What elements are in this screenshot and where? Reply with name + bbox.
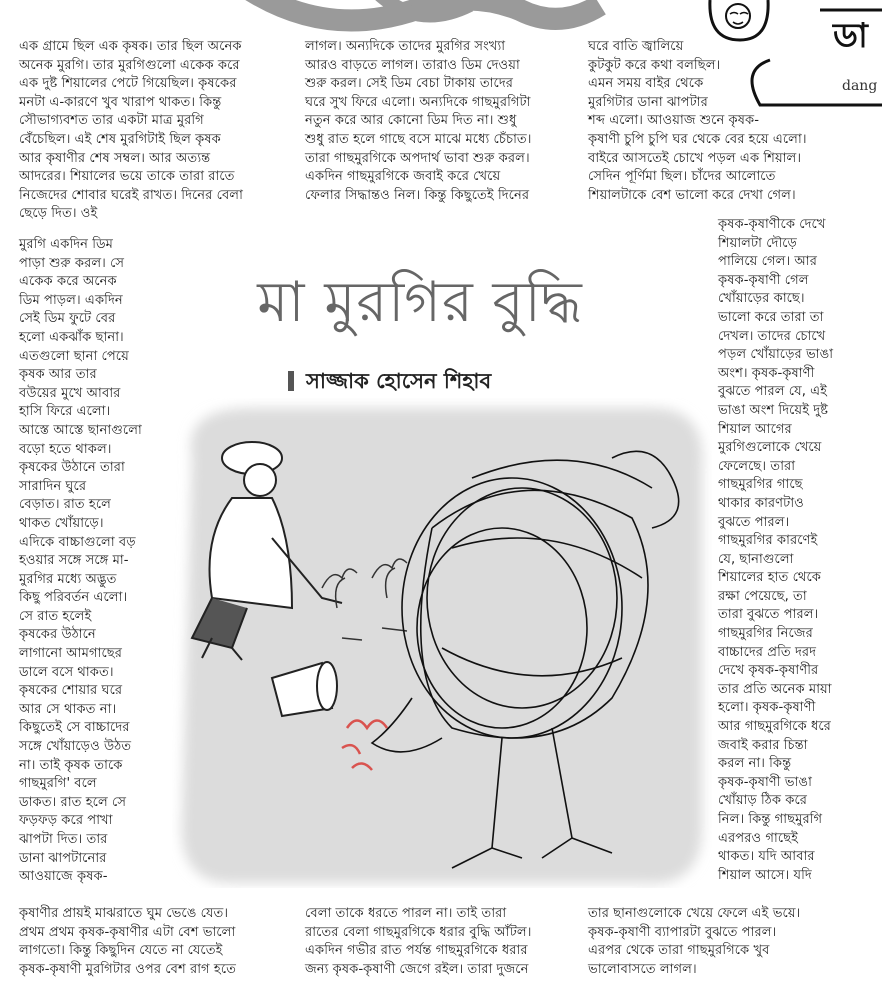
text-line: পাড়া শুরু করল। সে: [19, 255, 125, 271]
text-line: প্রথম প্রথম কৃষক-কৃষাণীর এটা বেশ ভালো: [19, 924, 236, 940]
illustration-farmer-and-hen: [172, 398, 712, 888]
text-line: সৌভাগ্যবশত তার একটা মাত্র মুরগি: [19, 113, 204, 129]
text-line: আওয়াজে কৃষক-: [19, 869, 108, 885]
text-line: রাতের বেলা গাছমুরগিকে ধরার বুদ্ধি আঁটল।: [305, 924, 532, 940]
text-line: অনেক মুরগি। তার মুরগিগুলো একেক করে: [19, 57, 240, 73]
column-3-foot: [588, 905, 800, 979]
text-line: কিছু পরিবর্তন এলো।: [19, 590, 128, 606]
logo-subtext: dang: [842, 78, 878, 94]
text-line: এতগুলো ছানা পেয়ে: [19, 348, 129, 364]
text-line: নিল। কিন্তু গাছমুরগি: [718, 812, 823, 827]
text-line: কিছুতেই সে বাচ্চাদের: [19, 720, 130, 736]
text-line: শিয়ালটাকে বেশ ভালো করে দেখা গেল।: [588, 187, 796, 203]
text-line: বাচ্চাদের প্রতি দরদ: [718, 644, 817, 660]
text-line: মুরগির মধ্যে অদ্ভুত: [19, 571, 117, 587]
text-line: অংশ। কৃষক-কৃষাণী: [718, 365, 815, 381]
text-line: সারাদিন ঘুরে: [19, 478, 87, 494]
text-line: একদিন গাছমুরগিকে জবাই করে খেয়ে: [305, 169, 501, 185]
text-line: কৃষক-কৃষাণী ব্যাপারটা বুঝতে পারল।: [588, 924, 777, 940]
column-2-top: [305, 38, 532, 205]
text-line: এরপর থেকে তারা গাছমুরগিকে খুব: [588, 943, 770, 959]
text-line: দেখল। তাদের চোখে: [718, 328, 826, 344]
text-line: তার প্রতি অনেক মায়া: [718, 681, 832, 697]
text-line: গাছমুরগির কারণেই: [718, 533, 818, 549]
text-line: বেঁচেছিল। এই শেষ মুরগিটাই ছিল কৃষক: [19, 131, 221, 147]
text-line: শব্দ এলো। আওয়াজ শুনে কৃষক-: [588, 113, 760, 129]
text-line: গাছমুরগি' বলে: [19, 776, 97, 792]
text-line: একদিন গভীর রাত পর্যন্ত গাছমুরগিকে ধরার: [305, 943, 528, 959]
text-line: এমন সময় বাইর থেকে: [588, 76, 704, 92]
text-line: জন্য কৃষক-কৃষাণী জেগে রইল। তারা দুজনে: [305, 961, 529, 977]
text-line: লাগানো আমগাছের: [19, 646, 123, 662]
story-title: মা মুরগির বুদ্ধি: [257, 270, 583, 335]
text-line: রক্ষা পেয়েছে, তা: [718, 588, 807, 604]
text-line: শুরু করল। সেই ডিম বেচা টাকায় তাদের: [305, 76, 514, 92]
text-line: গাছমুরগির নিজের: [718, 626, 813, 642]
text-line: জবাই করার চিন্তা: [718, 737, 808, 753]
text-line: আর কৃষাণীর শেষ সম্বল। আর অত্যন্ত: [19, 150, 211, 166]
text-line: সে রাত হলেই: [19, 608, 92, 624]
text-line: বেড়াত। রাত হলে: [19, 497, 111, 513]
text-line: আর গাছমুরগিকে ধরে: [718, 719, 831, 735]
text-line: কৃষকের উঠানে তারা: [19, 460, 125, 476]
text-line: মুরগি একদিন ডিম: [19, 237, 114, 252]
text-line: তারা গাছমুরগিকে অপদার্থ ভাবা শুরু করল।: [305, 150, 530, 166]
text-line: তারা বুঝতে পারল।: [718, 607, 819, 623]
text-line: শিয়াল আসে। যদি: [718, 867, 812, 883]
text-line: হওয়ার সঙ্গে সঙ্গে মা-: [19, 553, 129, 569]
logo-text: ডা: [833, 16, 868, 56]
text-line: কৃষক-কৃষাণী ভাঙা: [718, 774, 812, 790]
byline-bar: [288, 371, 294, 391]
text-line: আর সে থাকত না।: [19, 701, 117, 717]
text-line: ভালোবাসতে লাগল।: [588, 961, 697, 977]
column-1-foot: [19, 905, 236, 979]
text-line: শিয়ালের হাত থেকে: [718, 570, 821, 586]
text-line: ডাকত। রাত হলে সে: [19, 794, 127, 810]
text-line: মনটা এ-কারণে খুব খারাপ থাকত। কিন্তু: [19, 94, 222, 110]
text-line: কুটকুট করে কথা বলছিল।: [588, 57, 721, 73]
text-line: হলো একঝাঁক ছানা।: [19, 329, 124, 345]
text-line: খোঁয়াড় ঠিক করে: [718, 793, 808, 809]
text-line: কৃষক-কৃষাণী গেল: [718, 272, 809, 288]
text-line: এক গ্রামে ছিল এক কৃষক। তার ছিল অনেক: [19, 39, 242, 54]
text-line: ফেলেছে। তারা: [718, 458, 796, 474]
text-line: আদরের। শিয়ালের ভয়ে তাকে তারা রাতে: [19, 169, 235, 185]
text-line: মুরগিটার ডানা ঝাপটার: [588, 94, 708, 110]
text-line: ডিম পাড়ল। একদিন: [19, 292, 123, 308]
text-line: কৃষক আর তার: [19, 367, 97, 383]
text-line: ভাঙা অংশ দিয়েই দুষ্ট: [718, 402, 829, 418]
column-2-foot: [305, 905, 531, 979]
text-line: খোঁয়াড়ের কাছে।: [718, 291, 805, 307]
text-line: বড়ো হতে থাকল।: [19, 441, 112, 457]
byline: [288, 365, 491, 400]
text-line: ফেলার সিদ্ধান্তও নিল। কিন্তু কিছুতেই দিনের: [305, 187, 530, 203]
column-3-side: [718, 216, 833, 885]
text-line: শিয়াল আগের: [718, 421, 792, 437]
text-line: কৃষকের শোয়ার ঘরে: [19, 683, 123, 699]
text-line: ঝাপটা দিত। তার: [19, 832, 108, 847]
text-line: বেলা তাকে ধরতে পারল না। তাই তারা: [305, 906, 507, 921]
text-line: যে, ছানাগুলো: [718, 551, 794, 567]
text-line: সেদিন পূর্ণিমা ছিল। চাঁদের আলোতে: [588, 169, 776, 185]
text-line: একেক করে অনেক: [19, 274, 117, 290]
author-name: সাজ্জাক হোসেন শিহাব: [306, 369, 492, 393]
text-line: হলো। কৃষক-কৃষাণী: [718, 700, 816, 716]
text-line: বুঝতে পারল।: [718, 514, 790, 530]
text-line: মুরগিগুলোকে খেয়ে: [718, 440, 822, 456]
text-line: কৃষাণী চুপি চুপি ঘর থেকে বের হয়ে এলো।: [588, 131, 807, 147]
text-line: গাছমুরগির গাছে: [718, 477, 803, 493]
text-line: কৃষাণীর প্রায়ই মাঝরাতে ঘুম ভেঙে যেত।: [19, 906, 229, 921]
text-line: এদিকে বাচ্চাগুলো বড়: [19, 534, 136, 550]
text-line: শুধু রাত হলে গাছে বসে মাঝে মধ্যে চেঁচাত।: [305, 131, 532, 147]
text-line: পড়ল খোঁয়াড়ের ভাঙা: [718, 347, 834, 363]
text-line: বাইরে আসতেই চোখে পড়ল এক শিয়াল।: [588, 150, 802, 166]
text-line: হাসি ফিরে এলো।: [19, 404, 111, 420]
text-line: সেই ডিম ফুটে বের: [19, 311, 116, 327]
text-line: না। তাই কৃষক তাকে: [19, 757, 123, 773]
column-3-top: [588, 38, 807, 205]
text-line: শিয়ালটা দৌড়ে: [718, 235, 797, 251]
text-line: দেখে কৃষক-কৃষাণীর: [718, 663, 819, 679]
text-line: ঘরে বাতি জ্বালিয়ে: [588, 39, 684, 54]
text-line: নিজেদের শোবার ঘরেই রাখত। দিনের বেলা: [19, 187, 243, 203]
text-line: এরপরও গাছেই: [718, 830, 799, 846]
text-line: বুঝতে পারল যে, এই: [718, 384, 827, 400]
text-line: পালিয়ে গেল। আর: [718, 254, 817, 270]
text-line: নতুন করে আর কোনো ডিম দিত না। শুধু: [305, 113, 517, 129]
text-line: করল না। কিন্তু: [718, 756, 792, 772]
text-line: এক দুষ্ট শিয়ালের পেটে গিয়েছিল। কৃষকের: [19, 76, 237, 92]
column-1-side: [19, 236, 142, 887]
text-line: কৃষকের উঠানে: [19, 627, 96, 643]
text-line: বউয়ের মুখে আবার: [19, 385, 121, 401]
text-line: ফড়ফড় করে পাখা: [19, 813, 113, 829]
text-line: থাকত। যদি আবার: [718, 849, 815, 865]
text-line: ডালে বসে থাকত।: [19, 664, 114, 680]
text-line: কৃষক-কৃষাণীকে দেখে: [718, 217, 826, 232]
text-line: লাগতো। কিন্তু কিছুদিন যেতে না যেতেই: [19, 943, 223, 959]
text-line: ঘরে সুখ ফিরে এলো। অন্যদিকে গাছমুরগিটা: [305, 94, 531, 110]
text-line: লাগল। অন্যদিকে তাদের মুরগির সংখ্যা: [305, 39, 506, 54]
text-line: ছেড়ে দিত। ওই: [19, 206, 98, 222]
text-line: থাকার কারণটাও: [718, 495, 804, 511]
text-line: আস্তে আস্তে ছানাগুলো: [19, 422, 142, 438]
text-line: ডানা ঝাপটানোর: [19, 850, 107, 866]
text-line: কৃষক-কৃষাণী মুরগিটার ওপর বেশ রাগ হতে: [19, 961, 237, 977]
text-line: সঙ্গে খোঁয়াড়েও উঠত: [19, 739, 132, 755]
text-line: তার ছানাগুলোকে খেয়ে ফেলে এই ভয়ে।: [588, 906, 801, 921]
text-line: আরও বাড়তে লাগল। তারাও ডিম দেওয়া: [305, 57, 520, 73]
text-line: থাকত খোঁয়াড়ে।: [19, 515, 104, 531]
column-1-top: [19, 38, 243, 224]
text-line: ভালো করে তারা তা: [718, 309, 824, 325]
